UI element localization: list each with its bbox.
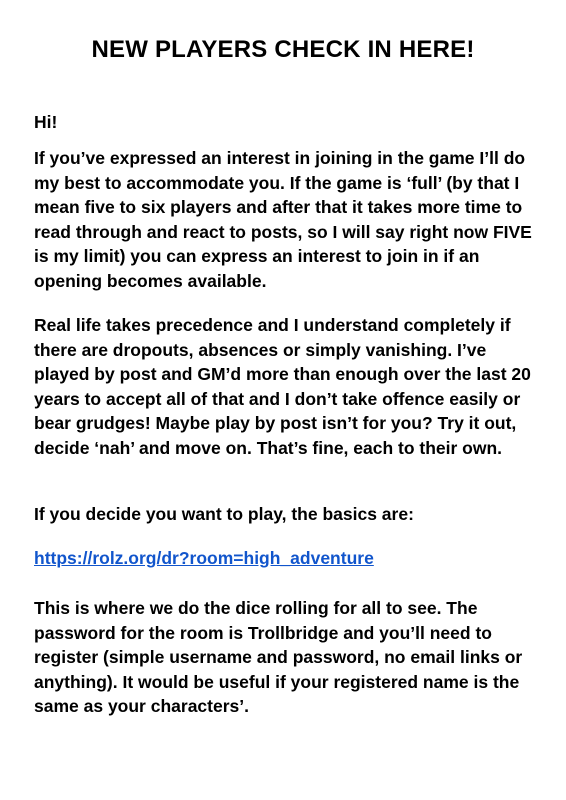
page-title: NEW PLAYERS CHECK IN HERE!	[91, 36, 475, 63]
greeting: Hi!	[34, 112, 58, 132]
paragraph-dice-rolling: This is where we do the dice rolling for all to see. The password for the room is Trollbridge and you’ll need to register (simple username and password, no email links or anything). It would be useful if your registered name is the same as your characters’.	[34, 598, 523, 716]
paragraph-basics: If you decide you want to play, the basics are:	[34, 504, 414, 524]
dice-room-link[interactable]: https://rolz.org/dr?room=high_adventure	[34, 548, 374, 568]
paragraph-joining: If you’ve expressed an interest in joining in the game I’ll do my best to accommodate you. If the game is ‘full’ (by that I mean five to six players and after that it takes more time to read through and react to posts, so I will say right now FIVE is my limit) you can express an interest to join in if an opening becomes available.	[34, 148, 532, 291]
paragraph-real-life: Real life takes precedence and I understand completely if there are dropouts, absences or simply vanishing. I’ve played by post and GM’d more than enough over the last 20 years to accept all of that and I don’t take offence easily or bear grudges! Maybe play by post isn’t for you? Try it out, decide ‘nah’ and move on. That’s fine, each to their own.	[34, 315, 531, 458]
